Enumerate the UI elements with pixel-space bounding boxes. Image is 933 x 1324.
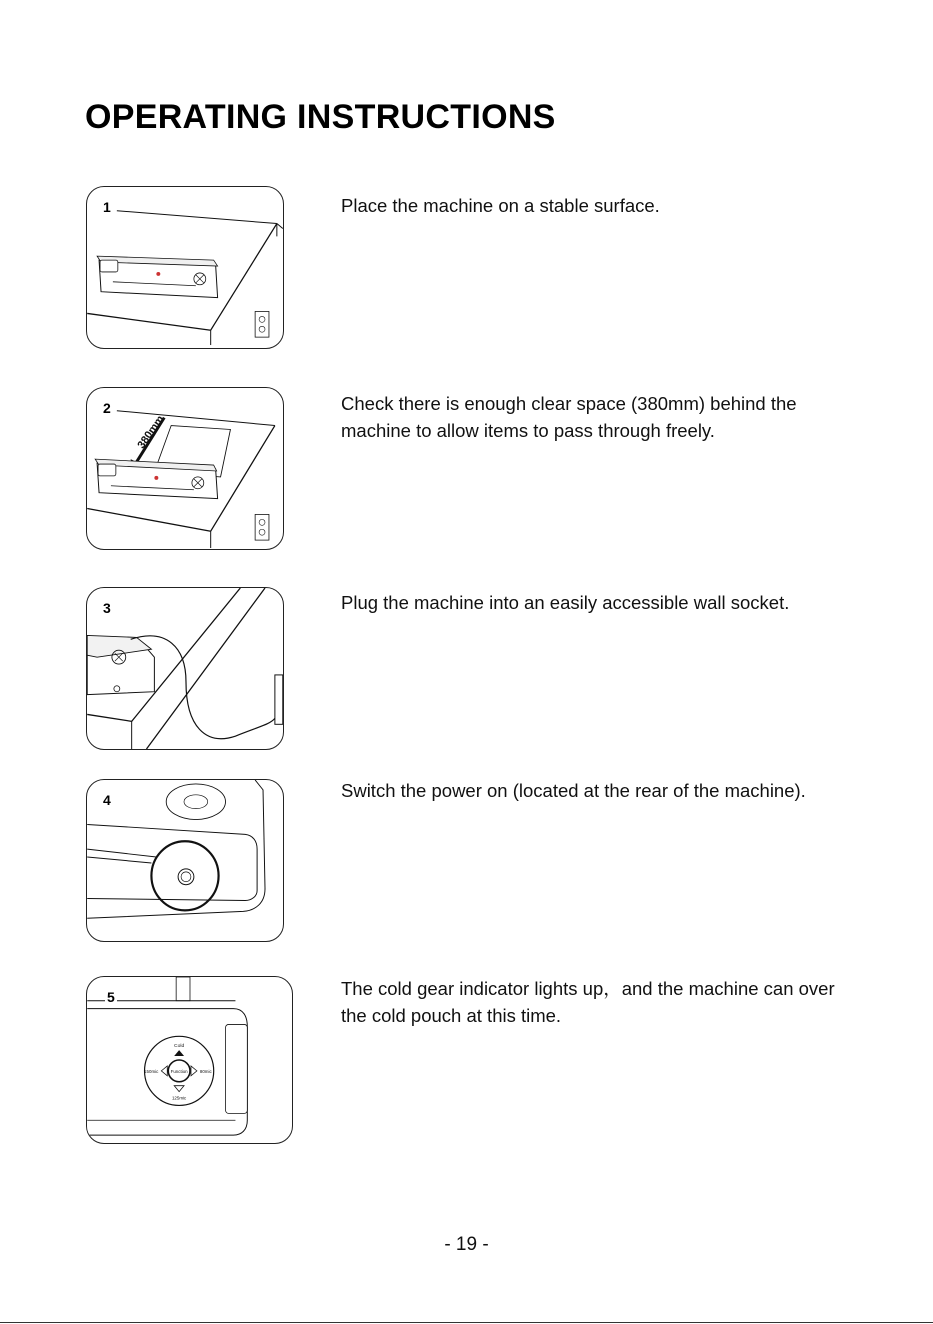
panel-label-function: Function — [170, 1068, 188, 1074]
panel-label-80mic: 80mic — [199, 1068, 212, 1074]
laminator-on-table-illustration — [87, 187, 283, 348]
step-2-number: 2 — [103, 400, 111, 416]
page-number: - 19 - — [444, 1234, 489, 1255]
step-3-text: Plug the machine into an easily accessible wall socket. — [341, 592, 790, 613]
step-2-illustration — [86, 387, 284, 550]
step-5-illustration — [86, 976, 293, 1144]
step-3-number: 3 — [103, 600, 111, 616]
bottom-divider — [0, 1322, 933, 1323]
panel-label-125mic: 125mic — [171, 1095, 187, 1101]
step-1-text: Place the machine on a stable surface. — [341, 195, 660, 216]
step-3-illustration — [86, 587, 284, 750]
step-4-text: Switch the power on (located at the rear of the machine). — [341, 780, 806, 801]
clearance-illustration — [87, 388, 283, 549]
step-4-number: 4 — [103, 792, 111, 808]
panel-label-cold: Cold — [174, 1044, 185, 1050]
panel-label-150mic: 150mic — [144, 1068, 159, 1074]
step-1-illustration — [86, 186, 284, 349]
step-5-number: 5 — [107, 989, 115, 1005]
power-switch-illustration — [87, 780, 283, 941]
control-panel-illustration — [87, 977, 292, 1143]
step-2-text: Check there is enough clear space (380mm) behind the machine to allow items to pass through freely. — [341, 393, 797, 441]
plug-in-illustration — [87, 588, 283, 749]
clearance-label: 380mm — [135, 413, 167, 451]
step-1-number: 1 — [103, 199, 111, 215]
step-4-illustration — [86, 779, 284, 942]
page-title: OPERATING INSTRUCTIONS — [85, 98, 556, 136]
step-5-text: The cold gear indicator lights up，and the machine can over the cold pouch at this time. — [341, 978, 835, 1026]
